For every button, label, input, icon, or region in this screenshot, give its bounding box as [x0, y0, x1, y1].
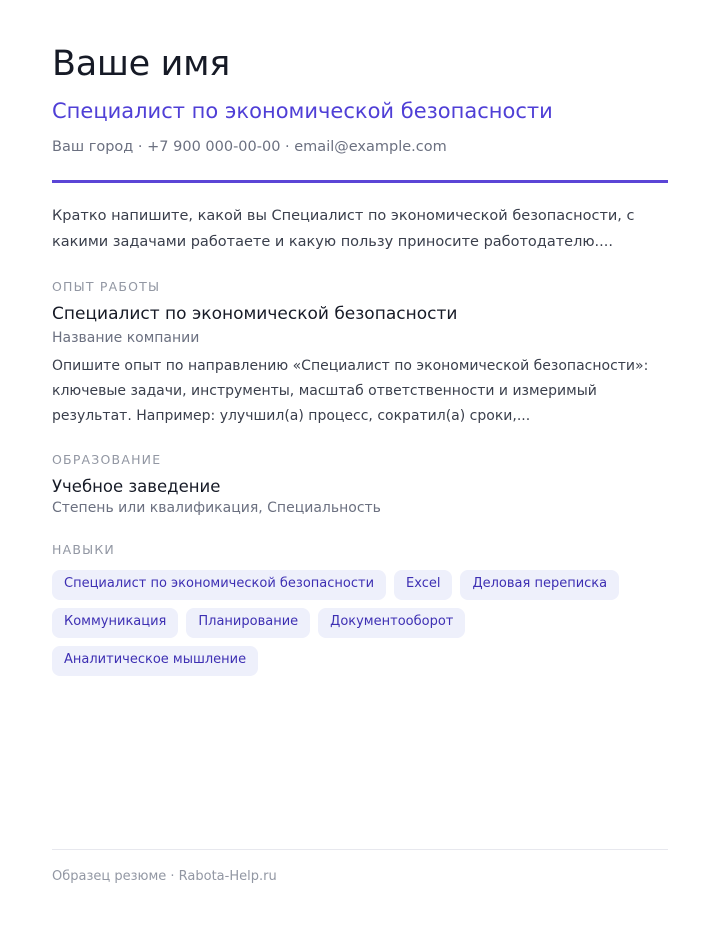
candidate-role: Специалист по экономической безопасности: [52, 99, 553, 123]
skill-chip: Коммуникация: [52, 608, 178, 638]
job-title: Специалист по экономической безопасности: [52, 304, 458, 324]
contact-line: Ваш город · +7 900 000-00-00 · email@example.com: [52, 139, 447, 155]
experience-section-title: ОПЫТ РАБОТЫ: [52, 279, 161, 294]
skills-list: [52, 570, 668, 676]
footer-text: Образец резюме · Rabota-Help.ru: [52, 869, 277, 884]
education-section-title: ОБРАЗОВАНИЕ: [52, 452, 162, 467]
education-degree: Степень или квалификация, Специальность: [52, 500, 381, 516]
job-description: Опишите опыт по направлению «Специалист по экономической безопасности»: ключевые задачи, инструменты, масштаб ответственности и измеримый результат. Например: улучшил(а) процесс, сократил(а) сроки,...: [52, 358, 649, 424]
candidate-name: Ваше имя: [52, 44, 230, 84]
skill-chip: Деловая переписка: [460, 570, 619, 600]
skills-section-title: НАВЫКИ: [52, 542, 115, 557]
skill-chip: Специалист по экономической безопасности: [52, 570, 386, 600]
skill-chip: Аналитическое мышление: [52, 646, 258, 676]
header-divider: [52, 180, 668, 183]
company-name: Название компании: [52, 330, 200, 346]
education-institution: Учебное заведение: [52, 477, 221, 496]
skill-chip: Документооборот: [318, 608, 465, 638]
footer-divider: [52, 849, 668, 850]
skill-chip: Excel: [394, 570, 452, 600]
summary-text: Кратко напишите, какой вы Специалист по экономической безопасности, с какими задачами работаете и какую пользу приносите работодателю....: [52, 208, 635, 250]
skill-chip: Планирование: [186, 608, 310, 638]
